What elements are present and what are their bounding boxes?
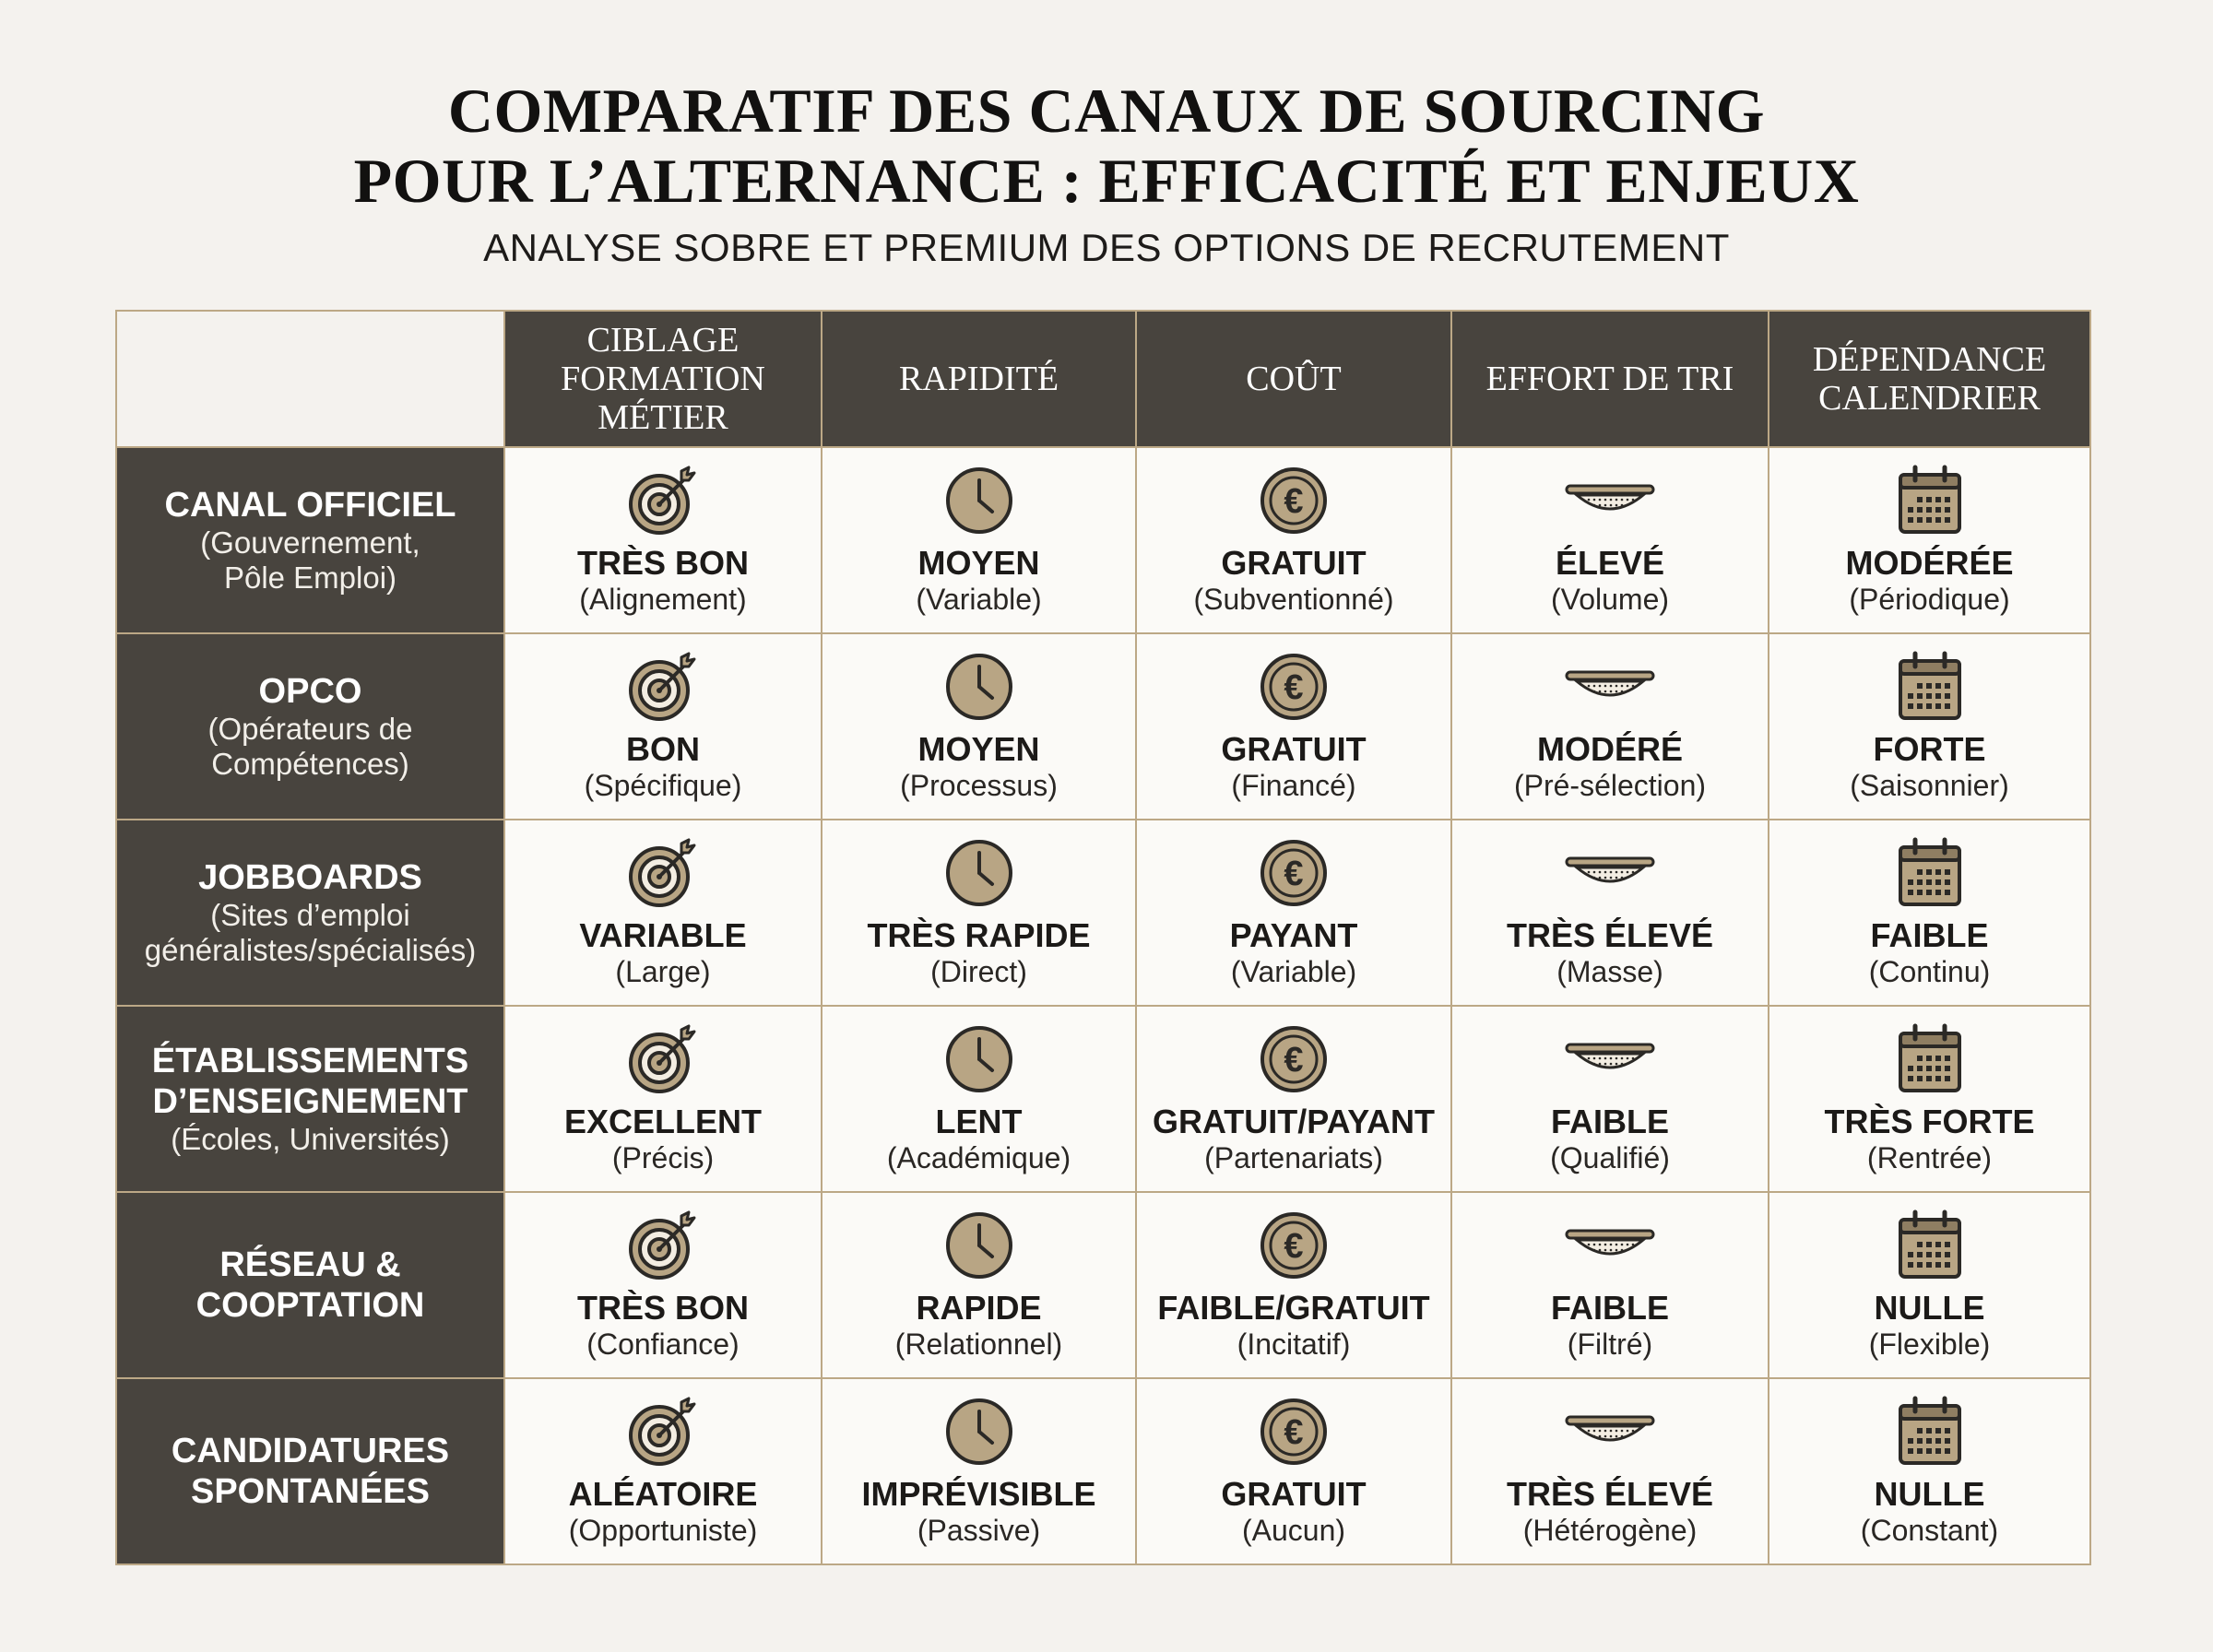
row-title-line: CANAL OFFICIEL xyxy=(164,486,456,525)
col-header-line: CIBLAGE xyxy=(586,321,740,360)
cell-note: (Confiance) xyxy=(586,1328,740,1361)
cell-value: FAIBLE xyxy=(1870,916,1989,954)
table-row xyxy=(116,633,2090,820)
table-row xyxy=(116,1378,2090,1564)
row-subtitle-line: Pôle Emploi) xyxy=(223,560,397,595)
table-cell xyxy=(1769,1006,2090,1192)
svg-text:€: € xyxy=(1284,1041,1304,1080)
cell-value: TRÈS FORTE xyxy=(1824,1103,2035,1140)
cell-value: PAYANT xyxy=(1229,916,1358,954)
calendar-icon xyxy=(1893,836,1967,910)
page-title xyxy=(0,76,2213,216)
cell-note: (Pré-sélection) xyxy=(1513,769,1707,802)
cell-note: (Relationnel) xyxy=(894,1328,1063,1361)
cell-note: (Masse) xyxy=(1556,955,1663,988)
table-cell xyxy=(1451,633,1769,820)
cell-value: MODÉRÉE xyxy=(1845,544,2014,582)
table-cell xyxy=(822,1006,1136,1192)
cell-value: GRATUIT xyxy=(1221,544,1367,582)
col-header-line: EFFORT DE TRI xyxy=(1485,360,1734,398)
row-header-reseau-cooptation xyxy=(116,1192,504,1378)
cell-note: (Académique) xyxy=(886,1141,1071,1174)
cell-note: (Financé) xyxy=(1231,769,1356,802)
table-cell xyxy=(822,633,1136,820)
cell-note: (Hétérogène) xyxy=(1522,1514,1698,1547)
table-cell xyxy=(1136,1378,1451,1564)
row-subtitle-line: (Opérateurs de xyxy=(207,712,413,746)
clock-icon xyxy=(942,836,1016,910)
cell-value: TRÈS ÉLEVÉ xyxy=(1506,916,1714,954)
comparison-table xyxy=(115,310,2091,1565)
cell-value: MOYEN xyxy=(917,730,1040,768)
row-title-line: CANDIDATURES xyxy=(171,1432,450,1470)
column-header-cout xyxy=(1136,311,1451,447)
table-cell xyxy=(504,1378,822,1564)
cell-value: FORTE xyxy=(1873,730,1986,768)
clock-icon xyxy=(942,1022,1016,1096)
cell-note: (Processus) xyxy=(900,769,1058,802)
cell-note: (Constant) xyxy=(1860,1514,1999,1547)
target-icon xyxy=(626,464,700,537)
cell-note: (Spécifique) xyxy=(584,769,742,802)
cell-note: (Passive) xyxy=(917,1514,1041,1547)
page-title-line-2: POUR L’ALTERNANCE : EFFICACITÉ ET ENJEUX xyxy=(353,146,1860,216)
col-header-line: FORMATION xyxy=(561,360,765,398)
cell-note: (Rentrée) xyxy=(1866,1141,1993,1174)
col-header-line: COÛT xyxy=(1246,360,1342,398)
corner-empty xyxy=(116,311,504,447)
table-cell xyxy=(822,1378,1136,1564)
table-row xyxy=(116,820,2090,1006)
calendar-icon xyxy=(1893,650,1967,724)
cell-note: (Opportuniste) xyxy=(568,1514,758,1547)
table-cell xyxy=(1451,1378,1769,1564)
clock-icon xyxy=(942,650,1016,724)
table-cell xyxy=(504,1006,822,1192)
table-cell xyxy=(1136,820,1451,1006)
column-header-rapidite xyxy=(822,311,1136,447)
row-title-line: RÉSEAU & xyxy=(219,1245,401,1284)
table-cell xyxy=(504,820,822,1006)
table-cell xyxy=(504,633,822,820)
sieve-icon xyxy=(1564,464,1656,537)
cell-value: BON xyxy=(626,730,700,768)
col-header-line: DÉPENDANCE xyxy=(1812,340,2047,379)
sieve-icon xyxy=(1564,1395,1656,1469)
cell-note: (Subventionné) xyxy=(1193,583,1394,616)
sieve-icon xyxy=(1564,1022,1656,1096)
calendar-icon xyxy=(1893,1209,1967,1282)
calendar-icon xyxy=(1893,1395,1967,1469)
svg-text:€: € xyxy=(1284,1227,1304,1266)
table-cell xyxy=(504,447,822,633)
table-cell xyxy=(1451,820,1769,1006)
table-row xyxy=(116,447,2090,633)
cell-note: (Saisonnier) xyxy=(1850,769,2009,802)
cell-value: TRÈS BON xyxy=(576,1289,749,1327)
row-title-line: ÉTABLISSEMENTS xyxy=(151,1042,469,1080)
col-header-line: RAPIDITÉ xyxy=(898,360,1059,398)
table-cell xyxy=(1451,447,1769,633)
target-icon xyxy=(626,1209,700,1282)
target-icon xyxy=(626,1395,700,1469)
table-cell xyxy=(1451,1192,1769,1378)
svg-text:€: € xyxy=(1284,1413,1304,1452)
table-cell xyxy=(822,820,1136,1006)
target-icon xyxy=(626,650,700,724)
page-title-line-1: COMPARATIF DES CANAUX DE SOURCING xyxy=(447,76,1766,146)
cell-value: TRÈS BON xyxy=(576,544,749,582)
column-header-dependance-calendrier xyxy=(1769,311,2090,447)
row-title-line: JOBBOARDS xyxy=(198,858,422,897)
row-header-candidatures-spontanees xyxy=(116,1378,504,1564)
calendar-icon xyxy=(1893,464,1967,537)
cell-note: (Variable) xyxy=(916,583,1042,616)
cell-note: (Direct) xyxy=(930,955,1027,988)
row-subtitle-line: généralistes/spécialisés) xyxy=(144,933,477,967)
cell-note: (Continu) xyxy=(1868,955,1991,988)
cell-value: GRATUIT xyxy=(1221,1475,1367,1513)
cell-value: TRÈS ÉLEVÉ xyxy=(1506,1475,1714,1513)
cell-value: ÉLEVÉ xyxy=(1555,544,1665,582)
euro-coin-icon xyxy=(1257,464,1331,537)
cell-value: RAPIDE xyxy=(916,1289,1042,1327)
table-row xyxy=(116,1192,2090,1378)
table-cell xyxy=(822,447,1136,633)
cell-value: GRATUIT xyxy=(1221,730,1367,768)
target-icon xyxy=(626,836,700,910)
cell-note: (Variable) xyxy=(1230,955,1357,988)
row-subtitle-line: (Sites d’emploi xyxy=(210,898,410,932)
cell-note: (Qualifié) xyxy=(1550,1141,1670,1174)
cell-note: (Partenariats) xyxy=(1204,1141,1383,1174)
cell-note: (Alignement) xyxy=(579,583,747,616)
header-row xyxy=(116,311,2090,447)
euro-coin-icon xyxy=(1257,1209,1331,1282)
table-cell xyxy=(1769,820,2090,1006)
cell-note: (Large) xyxy=(615,955,711,988)
svg-text:€: € xyxy=(1284,855,1304,893)
col-header-line: MÉTIER xyxy=(598,398,728,437)
cell-value: ALÉATOIRE xyxy=(568,1475,758,1513)
cell-note: (Incitatif) xyxy=(1237,1328,1351,1361)
cell-value: FAIBLE/GRATUIT xyxy=(1157,1289,1430,1327)
cell-value: EXCELLENT xyxy=(563,1103,762,1140)
row-title-line: SPONTANÉES xyxy=(190,1472,430,1511)
cell-value: FAIBLE xyxy=(1550,1289,1669,1327)
table-cell xyxy=(1451,1006,1769,1192)
col-header-line: CALENDRIER xyxy=(1818,379,2041,418)
cell-note: (Aucun) xyxy=(1241,1514,1346,1547)
table-cell xyxy=(1136,1006,1451,1192)
cell-value: GRATUIT/PAYANT xyxy=(1152,1103,1436,1140)
table-cell xyxy=(1769,1192,2090,1378)
cell-note: (Volume) xyxy=(1550,583,1670,616)
row-title-line: OPCO xyxy=(258,672,362,711)
euro-coin-icon xyxy=(1257,1022,1331,1096)
cell-value: NULLE xyxy=(1874,1475,1985,1513)
cell-value: TRÈS RAPIDE xyxy=(867,916,1091,954)
table-cell xyxy=(504,1192,822,1378)
cell-value: MODÉRÉ xyxy=(1536,730,1683,768)
target-icon xyxy=(626,1022,700,1096)
cell-note: (Filtré) xyxy=(1567,1328,1653,1361)
clock-icon xyxy=(942,1395,1016,1469)
cell-note: (Périodique) xyxy=(1849,583,2010,616)
table-cell xyxy=(1769,1378,2090,1564)
sieve-icon xyxy=(1564,650,1656,724)
table-cell xyxy=(822,1192,1136,1378)
row-subtitle-line: Compétences) xyxy=(211,747,409,781)
row-header-opco xyxy=(116,633,504,820)
column-header-ciblage xyxy=(504,311,822,447)
cell-value: VARIABLE xyxy=(579,916,747,954)
table-cell xyxy=(1136,1192,1451,1378)
row-title-line: COOPTATION xyxy=(195,1286,425,1325)
svg-text:€: € xyxy=(1284,482,1304,521)
cell-value: IMPRÉVISIBLE xyxy=(861,1475,1096,1513)
sieve-icon xyxy=(1564,836,1656,910)
row-title-line: D’ENSEIGNEMENT xyxy=(152,1082,468,1121)
euro-coin-icon xyxy=(1257,1395,1331,1469)
table-cell xyxy=(1769,447,2090,633)
row-header-etablissements-d-enseignement xyxy=(116,1006,504,1192)
row-subtitle-line: (Gouvernement, xyxy=(200,525,420,560)
calendar-icon xyxy=(1893,1022,1967,1096)
cell-note: (Flexible) xyxy=(1868,1328,1991,1361)
cell-value: MOYEN xyxy=(917,544,1040,582)
clock-icon xyxy=(942,464,1016,537)
cell-value: NULLE xyxy=(1874,1289,1985,1327)
euro-coin-icon xyxy=(1257,836,1331,910)
table-cell xyxy=(1769,633,2090,820)
table-body xyxy=(116,447,2090,1564)
table-row xyxy=(116,1006,2090,1192)
page-subtitle: ANALYSE SOBRE ET PREMIUM DES OPTIONS DE RECRUTEMENT xyxy=(483,226,1730,269)
column-header-effort-de-tri xyxy=(1451,311,1769,447)
row-header-canal-officiel xyxy=(116,447,504,633)
table-cell xyxy=(1136,633,1451,820)
euro-coin-icon xyxy=(1257,650,1331,724)
row-header-jobboards xyxy=(116,820,504,1006)
table-cell xyxy=(1136,447,1451,633)
clock-icon xyxy=(942,1209,1016,1282)
cell-note: (Précis) xyxy=(611,1141,715,1174)
cell-value: LENT xyxy=(935,1103,1023,1140)
sieve-icon xyxy=(1564,1209,1656,1282)
svg-text:€: € xyxy=(1284,668,1304,707)
cell-value: FAIBLE xyxy=(1550,1103,1669,1140)
row-subtitle-line: (Écoles, Universités) xyxy=(171,1122,450,1156)
